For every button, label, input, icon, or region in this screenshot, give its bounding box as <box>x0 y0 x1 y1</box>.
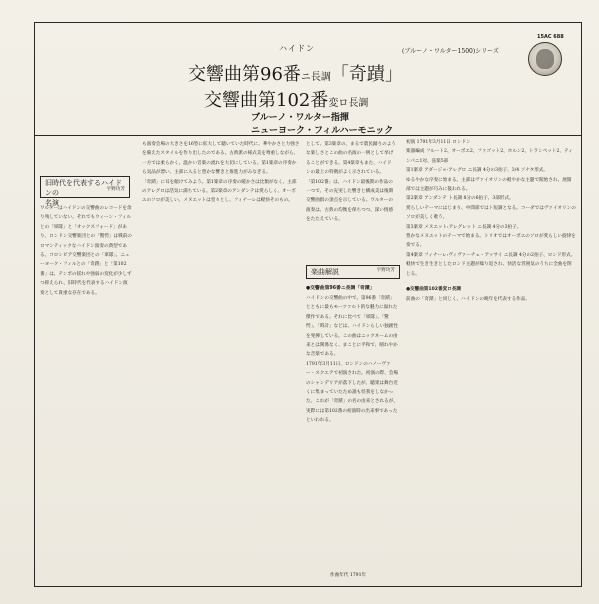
movement-3-head: 第3楽章 メヌエット:アレグレット ニ長調 4分の3拍子。 <box>406 224 522 230</box>
commentary-column-2 <box>406 138 576 583</box>
essay-col2-p2: 「奇蹟」に耳を傾けてみよう。第1楽章の序奏の暖かさは比類がなく、主部のアレグロは活気に満ちている。第2楽章のアンダンテは愛らしく、オーボエのソロが美しい。メヌエットは堂々とし、フィナーレは軽快そのもの。 <box>142 179 297 204</box>
movement-4-text: 軽快で生き生きとしたロンド主題が繰り返され、快活な雰囲気のうちに全曲を閉じる。 <box>406 262 572 277</box>
conductor-credit: ブルーノ・ワルター指揮 <box>251 113 349 123</box>
title2-main: 交響曲第102番 <box>204 90 329 111</box>
movement-3-text: 豊かなメヌエットのテーマで始まる。トリオではオーボエのソロが愛らしい旋律を奏でる。 <box>406 234 576 249</box>
essay-column-1 <box>40 204 132 582</box>
composer-name: ハイドン <box>279 44 315 53</box>
header-divider <box>34 135 582 136</box>
essay-heading-box <box>40 176 130 207</box>
walter-medal-logo-icon <box>528 42 562 76</box>
essay-col3-p2: 「第102番」は、ハイドン最後期の作品の一つで、その充実した響きと構成美は後期交響曲群の頂点を示している。ワルターの演奏は、古典の均衡を保ちつつ、深い情感をたたえている。 <box>306 179 394 223</box>
title-line-1 <box>188 60 403 86</box>
title1-nickname: 「奇蹟」 <box>330 64 403 85</box>
commentary-column-1 <box>306 294 398 580</box>
commentary-subhead-102: ●交響曲第102番変ロ長調 <box>406 287 461 293</box>
movement-4-head: 第4楽章 フィナーレ:ヴィヴァーチェ・アッサイ ニ長調 4分の2拍子、ロンド形式。 <box>406 252 576 258</box>
commentary-p2: 1791年3月11日、ロンドンのハノーヴァー・スクエアで初演された。初演の際、会場のシャンデリアが落下したが、聴衆は舞台近くに集まっていたため誰も怪我をしなかった。これが「奇蹟」の名の由来とされるが、実際には第102番の初演時の出来事であったといわれる。 <box>306 361 398 424</box>
movement-1-head: 第1楽章 アダージョ-アレグロ ニ長調 4分の3拍子、3/4 ソナタ形式。 <box>406 168 548 174</box>
series-label: (ブルーノ・ワルター1500)シリーズ <box>402 48 499 55</box>
commentary-heading-box <box>306 265 400 279</box>
movement-1-text: ゆるやかな序奏に始まる。主部はヴァイオリンの軽やかな主題で開始され、展開部では主題が巧みに扱われる。 <box>406 177 572 193</box>
essay-column-2 <box>142 140 300 580</box>
title1-main: 交響曲第96番 <box>188 64 301 85</box>
title2-key: 変ロ長調 <box>328 98 369 109</box>
essay-col3-p1: として、第3楽章の、まるで農民踊りのような楽しさとこの曲の名演の一例として挙げることができる。第4楽章もまた、ハイドンの最上の特徴がよく示されている。 <box>306 142 396 176</box>
essay-heading-line1: 旧時代を代表するハイドンの <box>45 179 122 197</box>
essay-heading-line2: 名演 <box>45 199 59 207</box>
catalog-number: 15AC 688 <box>537 34 564 40</box>
orchestra-credit: ニューヨーク・フィルハーモニック <box>251 126 394 136</box>
commentary-102-text: 前曲の「奇蹟」と同じく、ハイドンの晩年を代表する作品。 <box>406 296 530 302</box>
essay-author: 宇野功芳 <box>106 187 125 192</box>
essay-column-3 <box>306 140 396 258</box>
commentary-author: 宇野功芳 <box>376 268 395 273</box>
movement-2-text: 愛らしいテーマにはじまり、中間部ではト短調となる。コーダではヴァイオリンのソロが美しく歌う。 <box>406 205 576 221</box>
portrait-icon <box>536 49 554 69</box>
premiere-info: 初演 1791年3月11日 ロンドン <box>406 140 471 145</box>
composition-year: 作曲年代 1791年 <box>330 573 367 578</box>
commentary-heading: 楽曲解説 <box>311 268 339 276</box>
essay-col2-p1: も演奏会場の大きさを16型に拡大して聴いていた時代に、華やかさと力強さを備えたスタイルを作り出したのである。古典派の様式美を尊重しながら、一方では柔らかく、温かい音楽の流れを大切にしている。第1楽章の序奏から気品が漂い、主部に入ると豊かな響きと推進力がみなぎる。 <box>142 142 300 176</box>
essay-col1-p1: ワルターはハイドンの交響曲のレコードを余り残していない。それでもウィーン・フィルとの「軍隊」と「オックスフォード」があり、ロンドン交響楽団との「驚愕」は戦前のロマンティックなハイドン演奏の典型である。コロンビア交響楽団との「軍隊」、ニューヨーク・フィルとの「奇蹟」と「第102番」は、テンポの揺れや強弱の変化が少しずつ抑えられ、旧時代を代表するハイドン演奏として貴重な存在である。 <box>40 206 132 296</box>
commentary-p1: ハイドンの交響曲の中で、第96番「奇蹟」とともに最もモーツァルト的な魅力に溢れた傑作である。それに比べて「軍隊」、「驚愕」、「時計」などは、ハイドンらしい独創性を発揮している。この曲はニックネームの由来とは関係なく、まことに平和で、晴れやかな音楽である。 <box>306 296 398 358</box>
commentary-subhead-96: ●交響曲第96番ニ長調「奇蹟」 <box>306 286 375 291</box>
movement-2-head: 第2楽章 アンダンテ ト長調 8分の6拍子、3部形式。 <box>406 196 514 202</box>
title1-key: ニ長調 <box>300 72 331 83</box>
title-line-2 <box>204 86 368 112</box>
instrumentation: 楽器編成 フルート2、オーボエ2、ファゴット2、ホルン2、トランペット2、ティンパニ1対、弦楽5部 <box>406 149 573 164</box>
